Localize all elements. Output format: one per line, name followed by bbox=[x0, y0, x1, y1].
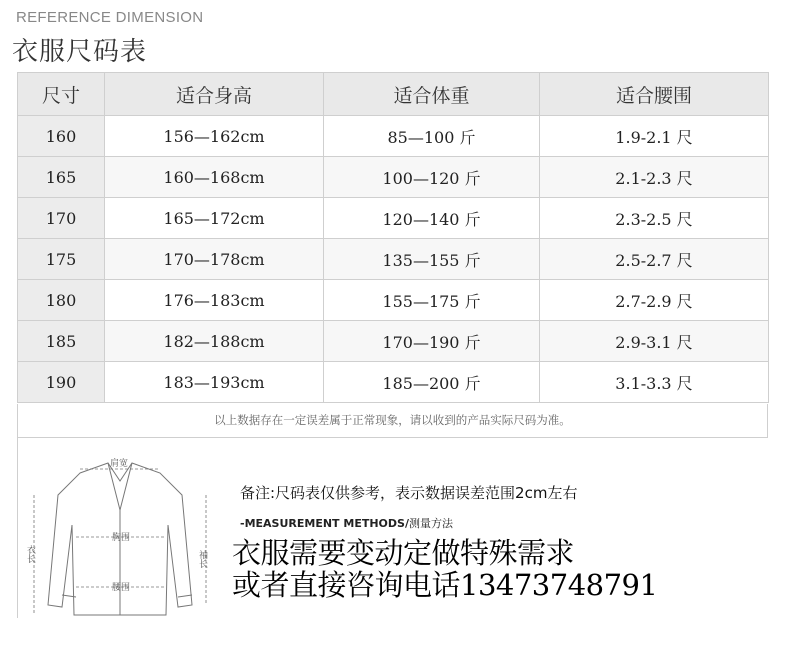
size-cell: 160 bbox=[18, 116, 105, 157]
page-title: 衣服尺码表 bbox=[12, 37, 148, 67]
height-cell: 182—188cm bbox=[105, 321, 324, 362]
weight-cell: 170—190 斤 bbox=[324, 321, 540, 362]
table-row bbox=[18, 157, 769, 198]
methods-english: -MEASUREMENT METHODS/ bbox=[240, 517, 409, 530]
table-row bbox=[18, 116, 769, 157]
table-row bbox=[18, 321, 769, 362]
table-row bbox=[18, 280, 769, 321]
size-cell: 165 bbox=[18, 157, 105, 198]
size-cell: 185 bbox=[18, 321, 105, 362]
waist-label: 腰围 bbox=[112, 583, 131, 593]
waist-cell: 2.9-3.1 尺 bbox=[540, 321, 769, 362]
waist-cell: 2.5-2.7 尺 bbox=[540, 239, 769, 280]
weight-cell: 185—200 斤 bbox=[324, 362, 540, 403]
shoulder-label: 肩宽 bbox=[110, 459, 129, 469]
chest-label: 胸围 bbox=[112, 533, 131, 543]
contact-phone-notice: 或者直接咨询电话13473748791 bbox=[232, 568, 658, 602]
remark-note: 备注:尺码表仅供参考，表示数据误差范围2cm左右 bbox=[240, 484, 578, 502]
reference-dimension-heading: REFERENCE DIMENSION bbox=[16, 9, 204, 26]
header-weight: 适合体重 bbox=[324, 73, 540, 116]
custom-order-notice: 衣服需要变动定做特殊需求 bbox=[232, 536, 575, 570]
height-cell: 165—172cm bbox=[105, 198, 324, 239]
weight-cell: 85—100 斤 bbox=[324, 116, 540, 157]
size-cell: 190 bbox=[18, 362, 105, 403]
waist-cell: 1.9-2.1 尺 bbox=[540, 116, 769, 157]
waist-cell: 2.1-2.3 尺 bbox=[540, 157, 769, 198]
table-row bbox=[18, 362, 769, 403]
header-height: 适合身高 bbox=[105, 73, 324, 116]
waist-cell: 2.7-2.9 尺 bbox=[540, 280, 769, 321]
size-cell: 180 bbox=[18, 280, 105, 321]
height-cell: 156—162cm bbox=[105, 116, 324, 157]
table-header-row bbox=[18, 73, 769, 116]
weight-cell: 100—120 斤 bbox=[324, 157, 540, 198]
waist-cell: 3.1-3.3 尺 bbox=[540, 362, 769, 403]
weight-cell: 120—140 斤 bbox=[324, 198, 540, 239]
waist-cell: 2.3-2.5 尺 bbox=[540, 198, 769, 239]
header-waist: 适合腰围 bbox=[540, 73, 769, 116]
weight-cell: 135—155 斤 bbox=[324, 239, 540, 280]
height-cell: 160—168cm bbox=[105, 157, 324, 198]
header-size: 尺寸 bbox=[18, 73, 105, 116]
size-chart-table bbox=[17, 72, 769, 403]
table-row bbox=[18, 198, 769, 239]
measurement-methods-heading bbox=[240, 515, 453, 531]
size-cell: 175 bbox=[18, 239, 105, 280]
table-footnote: 以上数据存在一定误差属于正常现象，请以收到的产品实际尺码为准。 bbox=[17, 404, 768, 438]
height-cell: 170—178cm bbox=[105, 239, 324, 280]
size-cell: 170 bbox=[18, 198, 105, 239]
weight-cell: 155—175 斤 bbox=[324, 280, 540, 321]
table-row bbox=[18, 239, 769, 280]
height-cell: 176—183cm bbox=[105, 280, 324, 321]
methods-chinese: 测量方法 bbox=[408, 517, 453, 530]
jacket-diagram bbox=[20, 455, 220, 635]
length-label: 衣长 bbox=[25, 545, 35, 563]
sleeve-label: 袖长 bbox=[197, 550, 207, 568]
height-cell: 183—193cm bbox=[105, 362, 324, 403]
